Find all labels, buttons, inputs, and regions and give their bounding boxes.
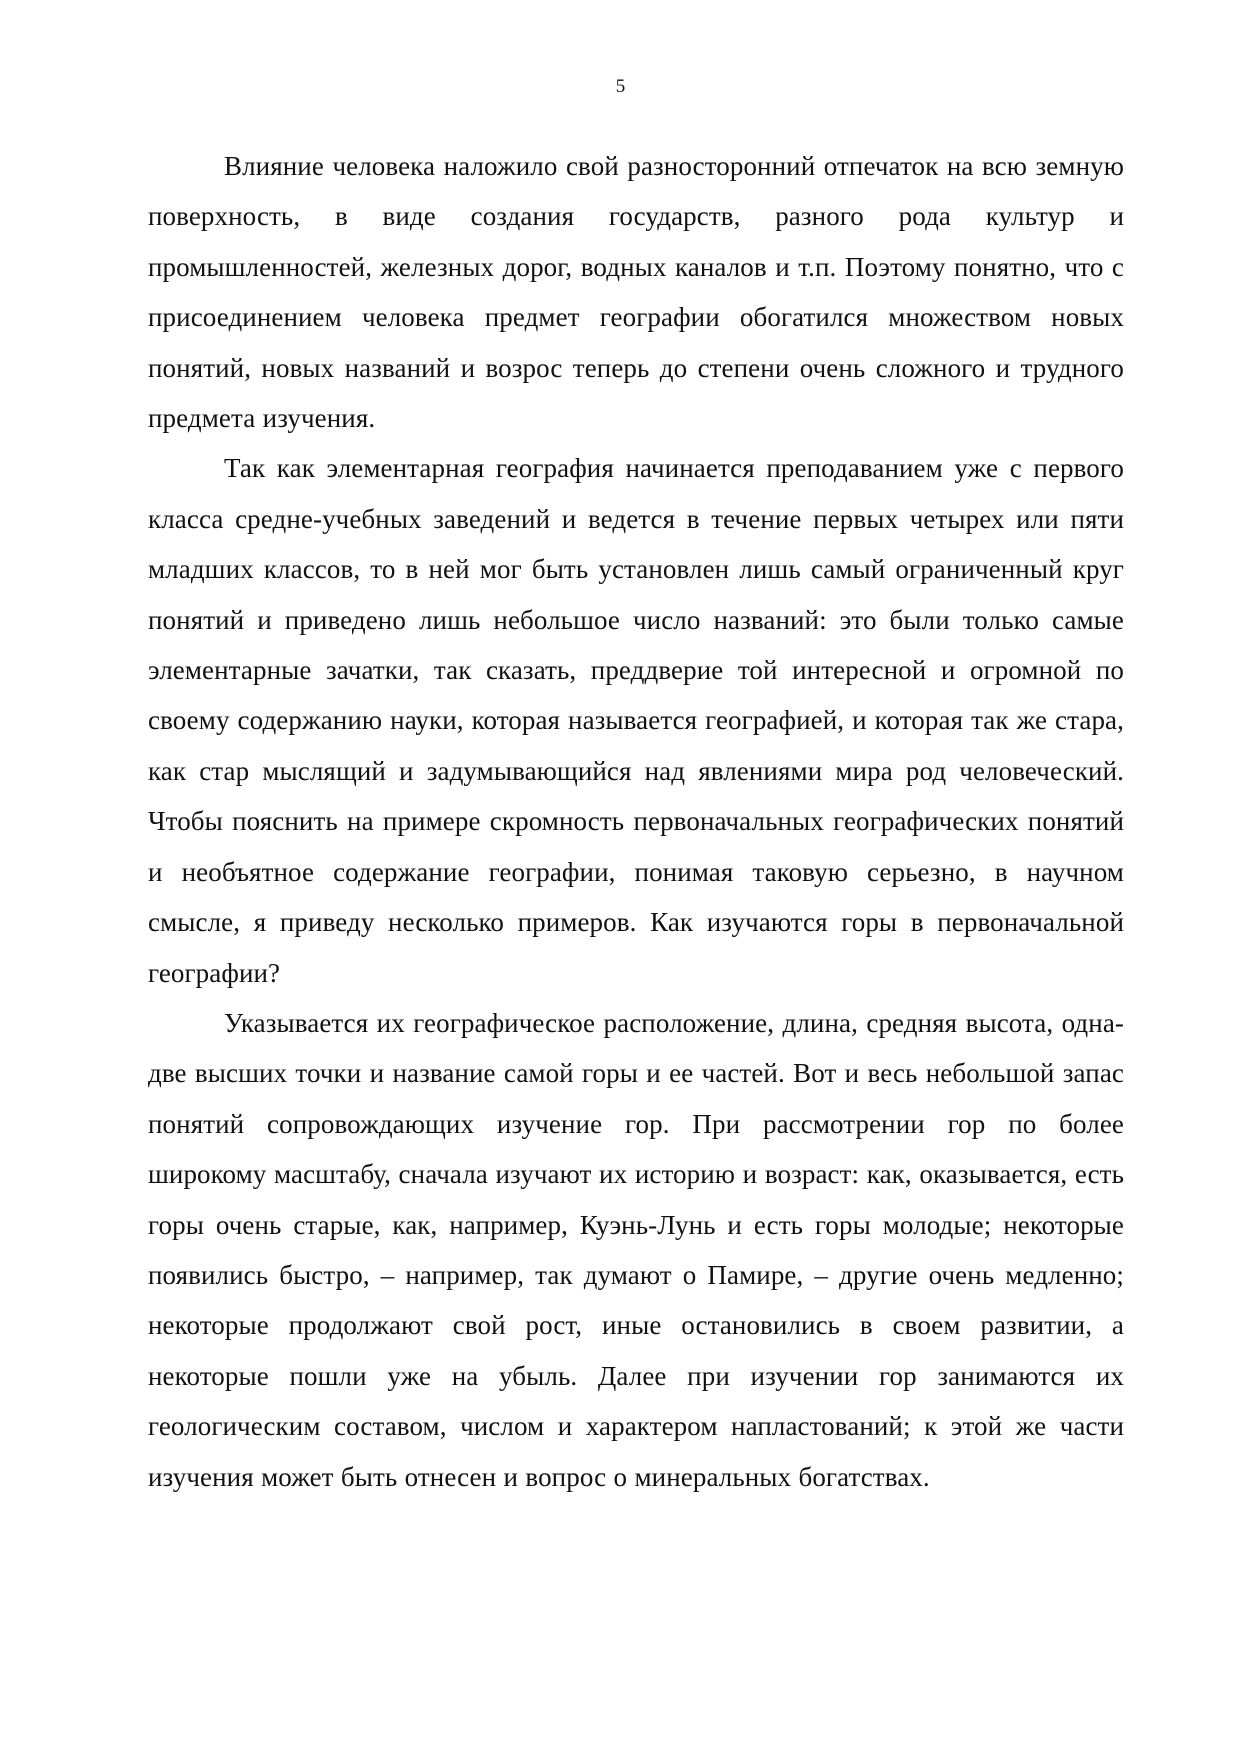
paragraph-human-influence: Влияние человека наложило свой разносторонний отпечаток на всю земную поверхность, в виде создания государств, разного рода культур и промышленностей, железных дорог, водных каналов и т.п. Поэтому понятно, что с присоединением человека предмет географии обогатился множеством новых понятий, новых названий и возрос теперь до степени очень сложного и трудного предмета изучения. (148, 151, 1124, 434)
page-number: 5 (615, 76, 626, 97)
paragraph-mountains-study: Указывается их географическое расположение, длина, средняя высота, одна-две высших точки и название самой горы и ее частей. Вот и весь небольшой запас понятий сопровождающих изучение гор. При рассмотрении гор по более широкому масштабу, сначала изучают их историю и возраст: как, оказывается, есть горы очень старые, как, например, Куэнь-Лунь и есть горы молодые; некоторые появились быстро, – например, так думают о Памире, – другие очень медленно; некоторые продолжают свой рост, иные остановились в своем развитии, а некоторые пошли уже на убыль. Далее при изучении гор занимаются их геологическим составом, числом и характером напластований; к этой же части изучения может быть отнесен и вопрос о минеральных богатствах. (148, 1007, 1124, 1492)
paragraph-elementary-geography: Так как элементарная география начинается преподаванием уже с первого класса средне-учебных заведений и ведется в течение первых четырех или пяти младших классов, то в ней мог быть установлен лишь самый ограниченный круг понятий и приведено лишь небольшое число названий: это были только самые элементарные зачатки, так сказать, преддверие той интересной и огромной по своему содержанию науки, которая называется географией, и которая так же стара, как стар мыслящий и задумывающийся над явлениями мира род человеческий. Чтобы пояснить на примере скромность первоначальных географических понятий и необъятное содержание географии, понимая таковую серьезно, в научном смысле, я приведу несколько примеров. Как изучаются горы в первоначальной географии? (148, 453, 1124, 988)
text-body (148, 141, 1124, 1502)
